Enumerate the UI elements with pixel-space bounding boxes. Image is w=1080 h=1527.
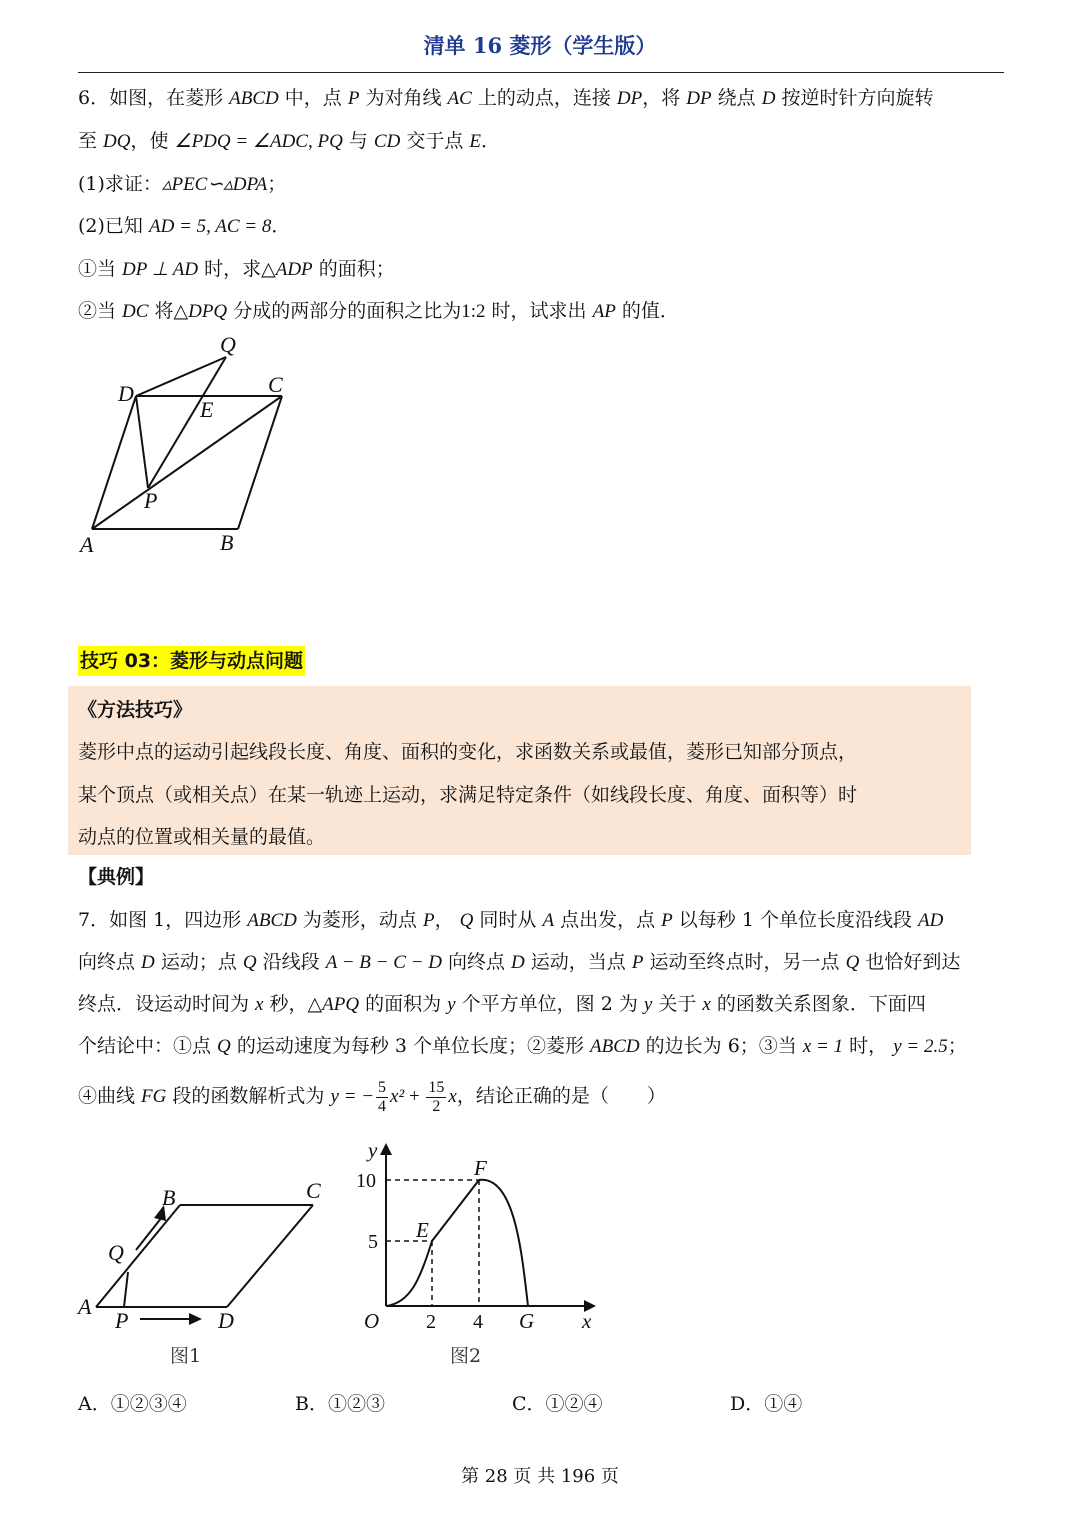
label-P: P: [144, 488, 158, 513]
label-C: C: [268, 372, 283, 397]
fig2-label-x: x: [582, 1309, 592, 1333]
choice-a[interactable]: A．①②③④: [78, 1393, 187, 1415]
choice-c[interactable]: C．①②④: [512, 1393, 603, 1415]
q7-line-3: 终点．设运动时间为 x 秒，△APQ 的面积为 y 个平方单位，图 2 为 y 关于 x 的函数关系图象．下面四: [78, 993, 926, 1015]
q7-figure-1: [70, 1170, 340, 1370]
method-title: 《方法技巧》: [78, 699, 193, 721]
segment-PQ: [148, 357, 226, 488]
fig2-label-O: O: [364, 1309, 380, 1333]
skill-heading: 技巧 03：菱形与动点问题: [78, 646, 305, 676]
fig2-label-E: E: [416, 1218, 429, 1242]
example-label: 【典例】: [78, 866, 155, 888]
segment-BC: [238, 396, 282, 529]
label-B: B: [220, 530, 234, 555]
fig1-segment-CD: [227, 1205, 313, 1307]
header-divider: [78, 72, 1004, 73]
q7-figure-2: [350, 1135, 610, 1370]
q6-line-3: (1)求证：▵PEC∽▵DPA；: [78, 173, 287, 195]
fig1-label-C: C: [306, 1178, 321, 1203]
fig1-label-D: D: [218, 1308, 234, 1333]
q7-line-4: 个结论中：①点 Q 的运动速度为每秒 3 个单位长度；②菱形 ABCD 的边长为 6；③当 x = 1 时， y = 2.5；: [78, 1035, 967, 1057]
method-line-1: 菱形中点的运动引起线段长度、角度、面积的变化，求函数关系或最值，菱形已知部分顶点，: [78, 741, 858, 763]
fraction-5-4: $\frac{5}{4}$: [378, 1078, 387, 1115]
method-line-2: 某个顶点（或相关点）在某一轨迹上运动，求满足特定条件（如线段长度、角度、面积等）时: [78, 784, 858, 806]
fig1-caption: 图1: [170, 1345, 202, 1367]
segment-DA: [92, 396, 136, 529]
fig2-curve-FG: [479, 1180, 528, 1306]
label-D: D: [118, 381, 134, 406]
fig1-arrowhead-right: [189, 1313, 202, 1325]
q6-line-5: ①当 DP ⊥ AD 时，求△ADP 的面积；: [78, 258, 395, 280]
q7-line-5: ④曲线 FG 段的函数解析式为 y = − $\frac{5}{4}$ x² + $\frac{15}{2}$ x，结论正确的是（ ）: [78, 1078, 666, 1115]
fig2-curve-OE: [386, 1241, 432, 1306]
fig2-caption: 图2: [450, 1345, 482, 1367]
fig1-arrow-AQ: [136, 1217, 162, 1250]
q6-line-2: 至 DQ，使 ∠PDQ = ∠ADC, PQ 与 CD 交于点 E．: [78, 130, 501, 152]
fig2-segment-EF: [432, 1180, 479, 1241]
fig1-label-A: A: [78, 1294, 92, 1319]
page-footer: 第 28 页 共 196 页: [461, 1466, 619, 1487]
fig2-label-y: y: [368, 1138, 378, 1162]
q6-rhombus-figure: [70, 330, 330, 560]
fig2-tick-10: 10: [356, 1170, 376, 1192]
fig1-label-Q: Q: [108, 1240, 124, 1265]
fig1-label-B: B: [162, 1185, 176, 1210]
q7-line-1: 7．如图 1，四边形 ABCD 为菱形，动点 P， Q 同时从 A 点出发，点 P 以每秒 1 个单位长度沿线段 AD: [78, 909, 944, 931]
fig2-y-arrowhead: [380, 1143, 392, 1155]
label-Q: Q: [220, 332, 236, 357]
fig2-label-G: G: [519, 1309, 535, 1333]
page-header-title: 清单 16 菱形（学生版）: [423, 33, 657, 58]
fig1-segment-PQ: [124, 1272, 128, 1307]
fig2-tick-4: 4: [473, 1311, 483, 1333]
q6-line-1: 6．如图，在菱形 ABCD 中，点 P 为对角线 AC 上的动点，连接 DP，将 DP 绕点 D 按逆时针方向旋转: [78, 87, 934, 109]
fraction-15-2: $\frac{15}{2}$: [428, 1078, 445, 1115]
segment-DP: [136, 396, 148, 488]
method-box: [68, 686, 971, 855]
fig2-label-F: F: [474, 1156, 487, 1180]
q7-line-2: 向终点 D 运动；点 Q 沿线段 A − B − C − D 向终点 D 运动，当点 P 运动至终点时，另一点 Q 也恰好到达: [78, 951, 961, 973]
label-A: A: [80, 532, 94, 557]
fig2-tick-2: 2: [426, 1311, 436, 1333]
choice-d[interactable]: D．①④: [730, 1393, 803, 1415]
method-line-3: 动点的位置或相关量的最值。: [78, 826, 326, 848]
choice-b[interactable]: B．①②③: [295, 1393, 385, 1415]
segment-DQ: [136, 357, 226, 396]
q6-line-4: (2)已知 AD = 5, AC = 8．: [78, 215, 291, 237]
q6-line-6: ②当 DC 将△DPQ 分成的两部分的面积之比为1:2 时，试求出 AP 的值．: [78, 300, 679, 322]
label-E: E: [200, 397, 214, 422]
diagonal-AC: [92, 396, 282, 529]
fig1-label-P: P: [115, 1308, 129, 1333]
fig2-tick-5: 5: [368, 1231, 378, 1253]
